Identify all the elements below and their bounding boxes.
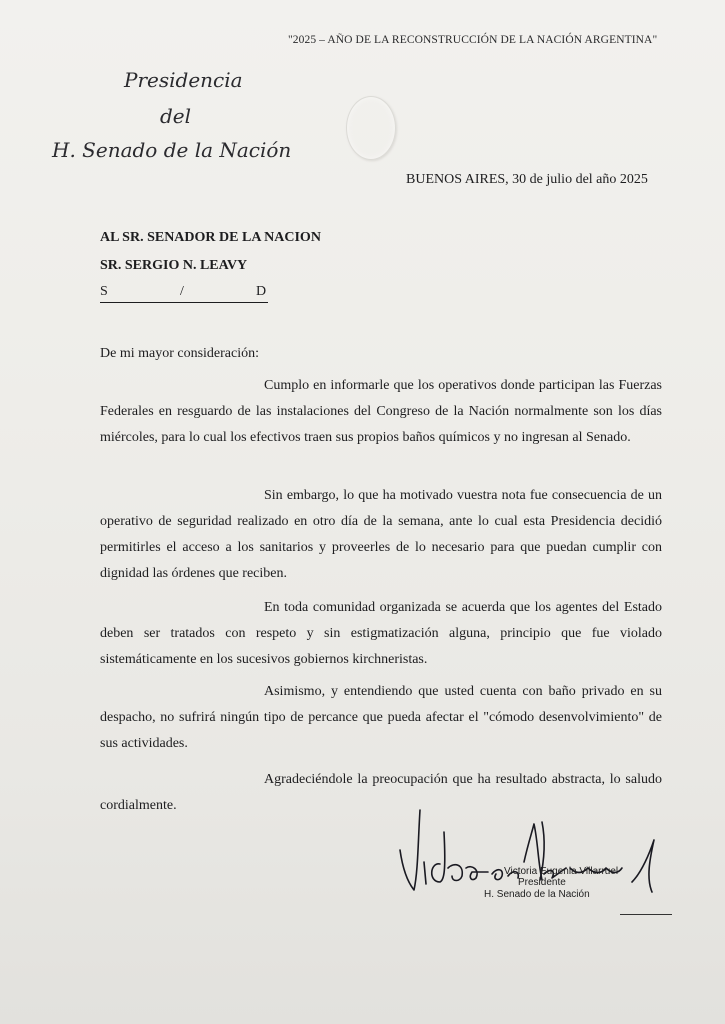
- recipient-name: SR. SERGIO N. LEAVY: [100, 258, 248, 273]
- signer-name: Victoria Eugenia Villarruel: [504, 866, 619, 877]
- letterhead-senado: H. Senado de la Nación: [52, 138, 292, 162]
- recipient-title: AL SR. SENADOR DE LA NACION: [100, 230, 321, 245]
- letterhead-del: del: [160, 104, 192, 128]
- paragraph-5: Agradeciéndole la preocupación que ha resultado abstracta, lo saludo cordialmente.: [100, 772, 662, 813]
- paragraph-4: Asimismo, y entendiendo que usted cuenta con baño privado en su despacho, no sufrirá ningún tipo de percance que pueda afectar el "cómodo desenvolvimiento" de sus actividades.: [100, 684, 662, 751]
- sd-slash: /: [180, 284, 184, 299]
- paragraph-1: Cumplo en informarle que los operativos donde participan las Fuerzas Federales en resguardo de las instalaciones del Congreso de la Nación normalmente son los días miércoles, para lo cual los efectivos traen sus propios baños químicos y no ingresan al Senado.: [100, 378, 662, 445]
- sd-d: D: [256, 284, 267, 299]
- letterhead-presidencia: Presidencia: [124, 68, 243, 92]
- su-despacho-line: [100, 284, 268, 303]
- signature-underline: [620, 914, 672, 915]
- paragraph-3: En toda comunidad organizada se acuerda que los agentes del Estado deben ser tratados con respeto y sin estigmatización alguna, principio que fue violado sistemáticamente en los sucesivos gobiernos kirchneristas.: [100, 600, 662, 667]
- date-line: BUENOS AIRES, 30 de julio del año 2025: [406, 172, 648, 187]
- paragraph-2: Sin embargo, lo que ha motivado vuestra nota fue consecuencia de un operativo de seguridad realizado en otro día de la semana, ante lo cual esta Presidencia decidió permitirles el acceso a los sanitarios y proveerles de lo necesario para que puedan cumplir con dignidad las órdenes que reciben.: [100, 488, 662, 581]
- signer-role: Presidente: [518, 877, 566, 888]
- embossed-seal: [346, 96, 396, 160]
- sd-s: S: [100, 284, 108, 299]
- salutation: De mi mayor consideración:: [100, 346, 260, 361]
- year-motto: "2025 – AÑO DE LA RECONSTRUCCIÓN DE LA NACIÓN ARGENTINA": [288, 34, 658, 46]
- signer-organization: H. Senado de la Nación: [484, 889, 590, 900]
